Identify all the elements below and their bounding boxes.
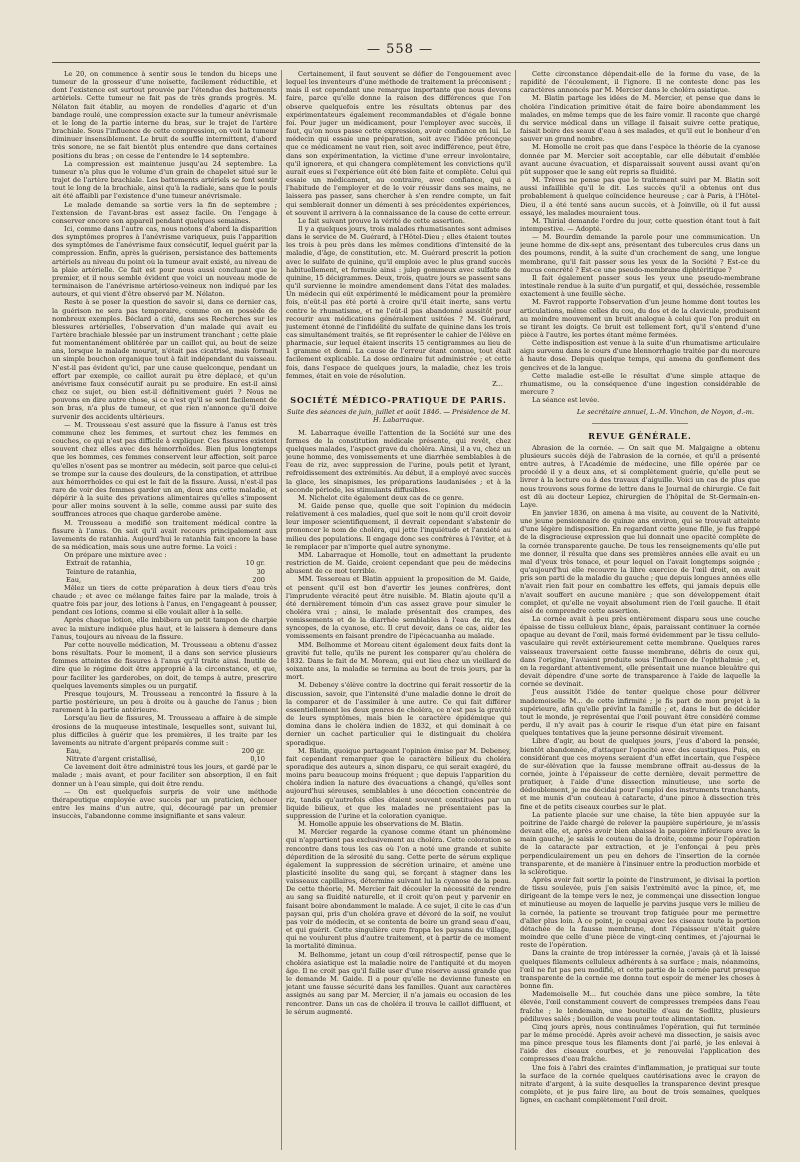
- prescription-line: [52, 568, 277, 576]
- paragraph: Ce lavement doit être administré tous les jours, et gardé par le malade ; mais avant, et pour faciliter son absorption, il en fait donner un à l'eau simple, qui doit être rendu.: [52, 763, 277, 788]
- prescription-line: [52, 576, 277, 584]
- prescription-line: [52, 755, 277, 763]
- paragraph: Libre d'agir, au bout de quelques jours, j'eus d'abord la pensée, bientôt abandonnée, d'attaquer l'opacité avec des caustiques. Puis, en considérant que ces moyens seraient d'un effet incertain, que l'espèce de sur-élévation que la fausse membrane offrait au-dessus de la cornée, jointe à l'épaisseur de cette dernière, devait permettre de pratiquer, à l'aide d'une dissection minutieuse, une sorte de dédoublement, je me décidai pour l'emploi des instruments tranchants, et me munis d'un couteau à cataracte, d'une pince à dissection très fine et de petits ciseaux courbes sur le plat.: [520, 737, 760, 811]
- prescription-line: [52, 747, 277, 755]
- paragraph: M. Labarraque éveille l'attention de la Société sur une des formes de la constitution médicale présente, qui revêt, chez quelques malades, l'aspect grave du choléra. Ainsi, il a vu, chez un jeune homme, des vomissements et une diarrhée semblables à de l'eau de riz, avec suppression de l'urine, pouls petit et lyrant, refroidissement des extrémités. Au début, il a employé avec succès la glace, les sinapismes, les préparations laudanisées ; et à la seconde période, les stimulants diffusibles.: [286, 428, 511, 494]
- paragraph: M. Thirial demande l'ordre du jour, cette question étant tout à fait intempestive. — Adopté.: [520, 216, 760, 233]
- paragraph: Après avoir fait sortir la pointe de l'instrument, je divisai la portion de tissu soulevée, puis j'en saisis l'extrémité avec la pince, et, me dirigeant de la tempe vers le nez, je commençai une dissection longue et minutieuse au moyen de laquelle je parvins jusque vers le milieu de la cornée, la patiente se trouvant trop fatiguée pour me permettre d'aller plus loin. À ce point, je coupai avec les ciseaux toute la portion détachée de la fausse membrane, dont l'épaisseur n'était guère moindre que celle d'une pièce de vingt-cinq centimes, et j'ajournai le reste de l'opération.: [520, 876, 760, 950]
- paragraph: M. Blatin, quoique partageant l'opinion émise par M. Debeney, fait cependant remarquer que le caractère bilieux du choléra sporadique des auteurs a, sinon disparu, ce qui serait exagéré, du moins paru beaucoup moins fréquent ; que depuis l'apparition du choléra indien la nature des évacuations a changé, qu'elles sont aujourd'hui séreuses, semblables à une décoction concentrée de riz, tandis qu'autrefois elles étaient souvent constituées par un liquide bilieux, et que les malades ne présentaient pas la suppression de l'urine et la coloration cyanique.: [286, 746, 511, 820]
- section-title: SOCIÉTÉ MÉDICO-PRATIQUE DE PARIS.: [290, 395, 507, 406]
- paragraph: La cornée avait à peu près entièrement disparu sous une couche épaisse de tissu celluleux blanc, épais, paraissant continuer la cornée opaque au devant de l'œil, mais formé évidemment par le tissu cellulo-vasculaire qui revêt extérieurement cette membrane. Quelques rares vaisseaux traversaient cette fausse membrane, débris de ceux qui, dans l'origine, l'avaient produite sous l'influence de l'ophthalmie ; et, en la regardant attentivement, elle présentait une nuance bleuâtre qui devait dépendre d'une sorte de transparence à l'aide de laquelle la cornée se devinait.: [520, 615, 760, 689]
- paragraph: Le 20, on commence à sentir sous le tendon du biceps une tumeur de la grosseur d'une noisette, facilement réductible, et dont l'existence est surtout prouvée par l'étendue des battements artériels. Cette tumeur ne fait pas de très grands progrès. M. Nélaton fait établir, au moyen de rondelles d'agaric et d'un bandage roulé, une compression exacte sur la tumeur anévrismale et le long de la partie interne du bras, sur le trajet de l'artère brachiale. Sous l'influence de cette compression, on voit la tumeur diminuer insensiblement. Le bruit de souffle intermittent, d'abord très sonore, ne se fait bientôt plus entendre que dans certaines positions du bras ; on cesse de l'entendre le 14 septembre.: [52, 70, 277, 160]
- column-divider: [515, 70, 516, 1150]
- paragraph: M. Mercier regarde la cyanose comme étant un phénomène qui n'appartient pas exclusivement au choléra. Cette coloration se rencontre dans tous les cas où l'on a noté une grande et subite déperdition de la sérosité du sang. Cette perte de sérum explique également la suppression de sécrétion urinaire, et amène une plasticité insolite du sang qui, se forçant à stagner dans les vaisseaux capillaires, détermine suivant lui la cyanose de la peau. De cette théorie, M. Mercier fait découler la nécessité de rendre au sang sa fluidité naturelle, et il croit qu'on peut y parvenir en faisant boire abondamment le malade. À ce sujet, il cite le cas d'un paysan qui, pris d'un choléra grave et dévoré de la soif, ne voulut pas voir de médecin, et se contenta de boire un grand seau d'eau, et qui guérit. Cette singulière cure frappa les paysans du village, qui ne voulurent plus d'autre traitement, et à partir de ce moment la mortalité diminua.: [286, 828, 511, 951]
- paragraph: — M. Trousseau s'est assuré que la fissure à l'anus est très commune chez les femmes, et surtout chez les femmes en couches, ce qui n'est pas difficile à expliquer. Ces fissures existent souvent chez elles avec des hémorrhoïdes. Bien plus longtemps que les hommes, ces femmes conservent leur affection, soit parce qu'elles n'osent pas se montrer au médecin, soit parce que celui-ci se trompe sur la cause des douleurs, de la constipation, et attribue aux hémorrhoïdes ce qui est le fait de la fissure. Aussi, n'est-il pas rare de voir des femmes garder un an, deux ans cette maladie, et dépérir à la suite des privations alimentaires qu'elles s'imposent pour aller moins souvent à la selle, comme aussi par suite des souffrances atroces que chaque garderobe amène.: [52, 420, 277, 519]
- paragraph: Presque toujours, M. Trousseau a rencontré la fissure à la partie postérieure, un peu à droite ou à gauche de l'anus ; bien rarement à la partie antérieure.: [52, 689, 277, 715]
- ingredient-name: Teinture de ratanhia,: [66, 567, 137, 576]
- ingredient-qty: 200: [252, 575, 265, 584]
- paragraph: — M. Bourdin demande la parole pour une communication. Un jeune homme de dix-sept ans, présentant des tubercules crus dans un des poumons, rendit, à la suite d'un crachement de sang, une longue membrane, qu'il fait passer sous les yeux de la Société ? Est-ce du mucus concrété ? Est-ce une pseudo-membrane diphtéritique ?: [520, 233, 760, 274]
- paragraph: Ici, comme dans l'autre cas, nous notons d'abord la disparition des symptômes propres à l'anévrisme variqueux, puis l'apparition des symptômes de l'anévrisme faux consécutif, lequel guérit par la compression. Enfin, après la guérison, persistance des battements artériels au niveau du point où la tumeur avait existé, au niveau de la plaie artérielle. Ce fait est pour nous aussi concluant que le premier, et il nous semble évident que voici un nouveau mode de terminaison de l'anévrisme artérioso-veineux non indiqué par les auteurs, et qui vient d'être observé par M. Nélaton.: [52, 224, 277, 299]
- paragraph: M. Trousseau a modifié son traitement médical contre la fissure à l'anus. On sait qu'il avait recours principalement aux lavements de ratanhia. Aujourd'hui le ratanhia fait encore la base de sa médication, mais sous une autre forme. La voici :: [52, 518, 277, 552]
- column-1: [52, 70, 277, 1150]
- column-divider: [281, 70, 282, 1150]
- paragraph: Lorsqu'au lieu de fissures, M. Trousseau a affaire à de simple érosions de la muqueuse intestinale, lesquelles sont, suivant lui, plus difficiles à guérir que les premières, il les traite par les lavements au nitrate d'argent préparés comme suit :: [52, 714, 277, 747]
- paragraph: M. Homolle appuie les observations de M. Blatin.: [298, 820, 464, 829]
- paragraph: Par cette nouvelle médication, M. Trousseau a obtenu d'assez bons résultats. Pour le moment, il a dans son service plusieurs femmes atteintes de fissures à l'anus qu'il traite ainsi. Inutile de dire que le régime doit être approprié à la circonstance, et que, pour faciliter les garderobes, on doit, de temps à autre, prescrire quelques lavements simples ou un purgatif.: [52, 640, 277, 690]
- paragraph: Il fait également passer sous les yeux une pseudo-membrane intestinale rendue à la suite d'un purgatif, et qui, desséchée, ressemble exactement à une feuille sèche.: [520, 273, 760, 299]
- column-2: [286, 70, 511, 1150]
- ingredient-qty: 0,10: [250, 755, 265, 764]
- header-rule: [52, 62, 760, 63]
- paragraph: Dans la crainte de trop intéresser la cornée, j'avais çà et là laissé quelques filaments celluleux adhérents à sa surface ; mais, néanmoins, l'œil ne fut pas peu modifié, et cette partie de la cornée parut presque transparente de la cornée me donna tout espoir de mener les choses à bonne fin.: [520, 949, 760, 991]
- ingredient-qty: 10 gr.: [245, 559, 265, 568]
- paragraph: MM. Tessereau et Blatin appuient la proposition de M. Gaide, et pensent qu'il est bon d'avertir les jeunes confrères, dont l'imprudente véracité peut être nuisible. M. Blatin ajoute qu'il a été dernièrement témoin d'un cas assez grave pour simuler le choléra vrai ; ainsi, le malade présentait des crampes, des vomissements et de la diarrhée semblables à l'eau de riz, des syncopes, de la cyanose, etc. Il crut devoir, dans ce cas, aider les vomissements en faisant prendre de l'ipécacuanha au malade.: [286, 575, 511, 641]
- ingredient-qty: 200 gr.: [241, 746, 265, 755]
- paragraph: M. Favrot rapporte l'observation d'un jeune homme dont toutes les articulations, même celles du cou, du dos et de la clavicule, produisent au moindre mouvement un bruit analogue à celui que l'on produit en se tirant les doigts. Ce bruit est tellement fort, qu'il s'entend d'une pièce à l'autre, les portes étant même fermées.: [520, 298, 760, 339]
- prescription-list: [52, 747, 277, 763]
- paragraph: — On est quelquefois surpris de voir une méthode thérapeutique employée avec succès par un praticien, échouer entre les mains d'un autre, qui, découragé par un premier insuccès, l'abandonne comme insignifiante et sans valeur.: [52, 787, 277, 821]
- prescription-intro: On prépare une mixture avec :: [64, 551, 167, 560]
- paragraph: Cette circonstance dépendait-elle de la forme du vase, de la rapidité de l'écoulement, il l'ignore. Il ne conteste donc pas les caractères annoncés par M. Mercier dans le choléra asiatique.: [520, 70, 760, 95]
- paragraph: Après chaque lotion, elle imbibera un petit tampon de charpie avec la mixture indiquée plus haut, et le laissera à demeure dans l'anus, toujours au niveau de la fissure.: [52, 616, 277, 641]
- ingredient-qty: 30: [256, 567, 265, 576]
- paragraph: Mademoiselle M... fut couchée dans une pièce sombre, la tête élevée, l'œil constamment couvert de compresses trempées dans l'eau fraîche ; le lendemain, une bouteille d'eau de Sedlitz, plusieurs pédiluves salés ; bouillon de veau pour toute alimentation.: [520, 990, 760, 1023]
- ingredient-name: Extrait de ratanhia,: [66, 559, 132, 568]
- paragraph: M. Belhomme, jetant un coup d'œil rétrospectif, pense que le choléra asiatique est la maladie noire de l'antiquité et du moyen âge. Il ne croit pas qu'il faille user d'une réserve aussi grande que le demande M. Gaide. Il a pour qu'elle ne devienne funeste en jetant une fausse sécurité dans les familles. Quant aux caractères assignés au sang par M. Mercier, il n'a jamais eu occasion de les rencontrer. Dans un cas de choléra il trouva le caillot diffluent, et le sérum augmenté.: [286, 950, 511, 1016]
- paragraph: Reste à se poser la question de savoir si, dans ce dernier cas, la guérison ne sera pas temporaire, comme on en possède de nombreux exemples. Béclard a cité, dans ses Recherches sur les blessures artérielles, l'observation d'un malade qui avait eu l'artère brachiale blessée par un instrument tranchant ; cette plaie fut momentanément oblitérée par un caillot qui, au bout de seize ans, lorsque le malade mourut, n'était pas cicatrisé, mais formait un simple bouchon organique tout à fait indépendant du vaisseau. N'est-il pas évident qu'ici, par une cause quelconque, pendant un effort par exemple, ce caillot aurait pu être déplacé, et qu'un anévrisme faux consécutif aurait pu se produire. En est-il ainsi chez ce sujet, ou bien est-il définitivement guéri ? Nous ne pouvons en dire autre chose, si ce n'est qu'il se sent facilement de son bras, n'a plus de tumeur, et que rien n'annonce qu'il doive survenir des accidents ultérieurs.: [52, 298, 277, 421]
- paragraph: Cinq jours après, nous continuâmes l'opération, qui fut terminée par le même procédé. Après avoir achevé ma dissection, je saisis avec ma pince presque tous les filaments dont j'ai parlé, je les enlevai à l'aide des ciseaux courbes, et je renouvelai l'application des compresses d'eau fraîche.: [520, 1022, 760, 1064]
- paragraph: M. Debeney s'élève contre la doctrine qui ferait ressortir de la discussion, savoir, que l'intensité d'une maladie donne le droit de la comparer et de l'assimiler à une autre. Ce qui fait différer essentiellement les deux genres de choléra, ce n'est pas la gravité de leurs symptômes, mais bien le caractère épidémique qui domina dans le choléra indien de 1832, et qui dominait à ce dernier un cachet particulier qui le distinguait du choléra sporadique.: [286, 681, 511, 747]
- paragraph: M. Homolle ne croit pas que dans l'espèce la théorie de la cyanose donnée par M. Mercier soit acceptable, car elle débutait d'emblée avant aucune évacuation, et disparaissait souvent aussi avant qu'on pût supposer que le sang eût repris sa fluidité.: [520, 143, 760, 176]
- paragraph: MM. Belhomme et Moreau citent également deux faits dont la gravité fut telle, qu'ils ne purent les comparer qu'au choléra de 1832. Dans le fait de M. Moreau, qui eut lieu chez un vieillard de soixante ans, la maladie se termina au bout de trois jours, par la mort.: [286, 640, 511, 682]
- page-number: — 558 —: [366, 42, 434, 57]
- section-divider: [592, 423, 688, 424]
- section-title: REVUE GÉNÉRALE.: [588, 430, 692, 441]
- paragraph: M. Nichelot cite également deux cas de ce genre.: [298, 493, 464, 502]
- paragraph: Certainement, il faut souvent se défier de l'engouement avec lequel les inventeurs d'une méthode de traitement la préconisent ; mais il est cependant une remarque importante que nous devons faire, parce qu'elle donne la raison des différences que l'on observe quelquefois entre les résultats obtenus par des expérimentateurs également recommandables et d'égale bonne foi. Pour juger un médicament, pour l'employer avec succès, il faut, qu'on nous passe cette expression, avoir confiance en lui. Le médecin qui essaie une préparation, soit avec l'idée préconçue que ce médicament ne vaut rien, soit avec indifférence, peut être, dans son expérimentation, la victime d'une erreur involontaire, qu'il ignorera, et qui changera complètement les convictions qu'il aurait eues si l'expérience eût été bien faite et complète. Celui qui essaie un médicament, au contraire, avec confiance, qui a l'habitude de l'employer et de le voir réussir dans ses mains, ne laissera pas passer, sans chercher à s'en rendre compte, un fait qui semblerait donner un démenti à ses précédentes expériences, et souvent il arrivera à la connaissance de la cause de cette erreur.: [286, 70, 511, 217]
- prescription-line: [52, 559, 277, 567]
- column-3: [520, 70, 760, 1150]
- secretary-signature: Le secrétaire annuel, L.-M. Vinchon, de Noyon, d.-m.: [576, 408, 754, 417]
- author-signature: Z...: [492, 379, 503, 388]
- paragraph: La patiente placée sur une chaise, la tête bien appuyée sur la poitrine de l'aide chargé de relever la paupière supérieure, je m'assis devant elle, et, après avoir bien abaissé la paupière inférieure avec la main gauche, je saisis le couteau de la droite, comme pour l'opération de la cataracte par extraction, et je l'enfonçai à peu près perpendiculairement un peu en dehors de l'insertion de la cornée transparente, et de manière à l'insinuer entre la production morbide et la sclérotique.: [520, 810, 760, 876]
- paragraph: La séance est levée.: [532, 396, 600, 405]
- paragraph: M. Gaide pense que, quelle que soit l'opinion du médecin relativement à ces maladies, quel que soit le nom qu'il croit devoir leur imposer scientifiquement, il devrait cependant s'abstenir de prononcer le nom de choléra, qui jette l'inquiétude et l'anxiété au milieu des populations. Il engage donc ses confrères à l'éviter, et à le remplacer par n'importe quel autre synonyme.: [286, 501, 511, 551]
- paragraph: Le malade demande sa sortie vers la fin de septembre ; l'extension de l'avant-bras est assez facile. On l'engage à conserver encore son appareil pendant quelques semaines.: [52, 200, 277, 225]
- ingredient-name: Eau,: [66, 746, 82, 755]
- paragraph: En janvier 1836, on amena à ma visite, au couvent de la Nativité, une jeune pensionnaire de quinze ans environ, qui se trouvait atteinte d'une légère indisposition. En regardant cette jeune fille, je fus frappé de la disgracieuse expression que lui donnait une opacité complète de la cornée transparente gauche. De tous les renseignements qu'elle put me donner, il résulta que dans ses premières années elle avait eu un mal d'yeux très tenace, et pour lequel on l'avait longtemps soignée ; qu'aujourd'hui elle recouvre la libre exercice de l'œil droit, on avait pris son parti de la maladie du gauche ; que depuis longues années elle n'avait rien fait pour en combattre les effets, qui jamais depuis elle n'avait souffert en aucune manière ; que son développement était complet, et qu'elle ne voyait absolument rien de l'œil gauche. Il était aisé de comprendre cette assertion.: [520, 508, 760, 615]
- paragraph: Cette maladie est-elle le résultat d'une simple attaque de rhumatisme, ou la conséquence d'une ingestion considérable de mercure ?: [520, 371, 760, 397]
- paragraph: Une fois à l'abri des craintes d'inflammation, je pratiquai sur toute la surface de la cornée quelques cautérisations avec le crayon de nitrate d'argent, à la suite desquelles la transparence devint presque complète, et je pus faire lire, au bout de trois semaines, quelques lignes, en cachant complètement l'œil droit.: [520, 1063, 760, 1105]
- paragraph: M. Blatin partage les idées de M. Mercier, et pense que dans le choléra l'indication primitive était de faire boire abondamment les malades, en même temps que de les faire vomir. Il raconte que chargé du service médical dans un village il faisait suivre cette pratique, faisait boire des seaux d'eau à ses malades, et qu'il eut le bonheur d'en sauver un grand nombre.: [520, 94, 760, 144]
- paragraph: Il y a quelques jours, trois malades rhumatisantes sont admises dans le service de M. Guérard, à l'Hôtel-Dieu ; elles étaient toutes les trois à peu près dans les mêmes conditions d'intensité de la maladie, d'âge, de constitution, etc. M. Guérard prescrit la potion avec le sulfate de quinine, qu'il emploie avec le plus grand succès habituellement, et formule ainsi : julep gommeux avec sulfate de quinine, 15 décigrammes. Deux, trois, quatre jours se passent sans qu'il survienne le moindre amendement dans l'état des malades. Un médecin qui eût expérimenté le médicament pour la première fois, n'eût-il pas été porté à croire qu'il était inerte, sans vertu contre le rhumatisme, et ne l'eût-il pas abandonné aussitôt pour recourir aux médications généralement usitées ? M. Guérard, justement étonné de l'infidélité du sulfate de quinine dans les trois cas simultanément traités, se fit représenter le cahier de l'élève en pharmacie, sur lequel étaient inscrits 15 centigrammes au lieu de 1 gramme et demi. La cause de l'erreur étant connue, tout était facilement explicable. La dose ordinaire fut administrée ; et cette fois, dans l'espace de quelques jours, la maladie, chez les trois femmes, était en voie de résolution.: [286, 224, 511, 380]
- paragraph: Mêlez un tiers de cette préparation à deux tiers d'eau très chaude ; et avec ce mélange faites faire par la malade, trois à quatre fois par jour, des lotions à l'anus, en l'engageant à pousser, pendant ces lotions, comme si elle voulait aller à la selle.: [52, 583, 277, 617]
- paragraph: Abrasion de la cornée. — On sait que M. Malgaigne a obtenu plusieurs succès déjà de l'abrasion de la cornée, et qu'il a présenté entre autres, à l'Académie de médecine, une fille opérée par ce procédé il y a deux ans, et si complètement guérie, qu'elle peut se livrer à la lecture ou à des travaux d'aiguille. Voici un cas de plus que nous trouvons sous forme de lettre dans le Journal de chirurgie. Ce fait est dû au docteur Lepiez, chirurgien de l'hôpital de St-Germain-en-Laye.: [520, 443, 760, 509]
- paragraph: Le fait suivant prouve la vérité de cette assertion.: [298, 216, 465, 225]
- ingredient-name: Eau,: [66, 575, 82, 584]
- section-subtitle: Suite des séances de juin, juillet et août 1846. — Présidence de M. H. Labarraque.: [286, 408, 511, 425]
- paragraph: MM. Labarraque et Homolle, tout en admettant la prudente restriction de M. Gaide, croient cependant que peu de médecins abusent de ce mot terrible.: [286, 550, 511, 576]
- paragraph: La compression est maintenue jusqu'au 24 septembre. La tumeur n'a plus que le volume d'un grain de chapelet situé sur le trajet de l'artère brachiale. Les battements artériels se font sentir tout le long de la brachiale, ainsi qu'à la radiale, sans que le pouls ait été affaibli par l'existence d'une tumeur anévrismale.: [52, 159, 277, 201]
- paragraph: Cette indisposition est venue à la suite d'un rhumatisme articulaire aigu survenu dans le cours d'une blennorrhagie traitée par du mercure à haute dose. Depuis quelque temps, qui amena du gonflement des gencives et de la langue.: [520, 339, 760, 372]
- prescription-list: [52, 559, 277, 583]
- paragraph: J'eus aussitôt l'idée de tenter quelque chose pour délivrer mademoiselle M... de cette infirmité ; je fis part de mon projet à la supérieure, afin qu'elle prévînt la famille ; et, dans le but de décider tout le monde, je représentai que l'œil pouvant être considéré comme perdu, il n'y avait pas à courir le risque d'un état pire en faisant quelques tentatives que la jeune personne désirait vivement.: [520, 688, 760, 738]
- ingredient-name: Nitrate d'argent cristallisé,: [66, 755, 158, 764]
- paragraph: M. Trèves ne pense pas que le traitement suivi par M. Blatin soit aussi infaillible qu'il le dit. Les succès qu'il a obtenus ont dus probablement à quelque coïncidence heureuse ; car à Paris, à l'Hôtel-Dieu, il a été tenté sans aucun succès, et à Joinville, où il fut aussi essayé, les malades mouraient tous.: [520, 176, 760, 217]
